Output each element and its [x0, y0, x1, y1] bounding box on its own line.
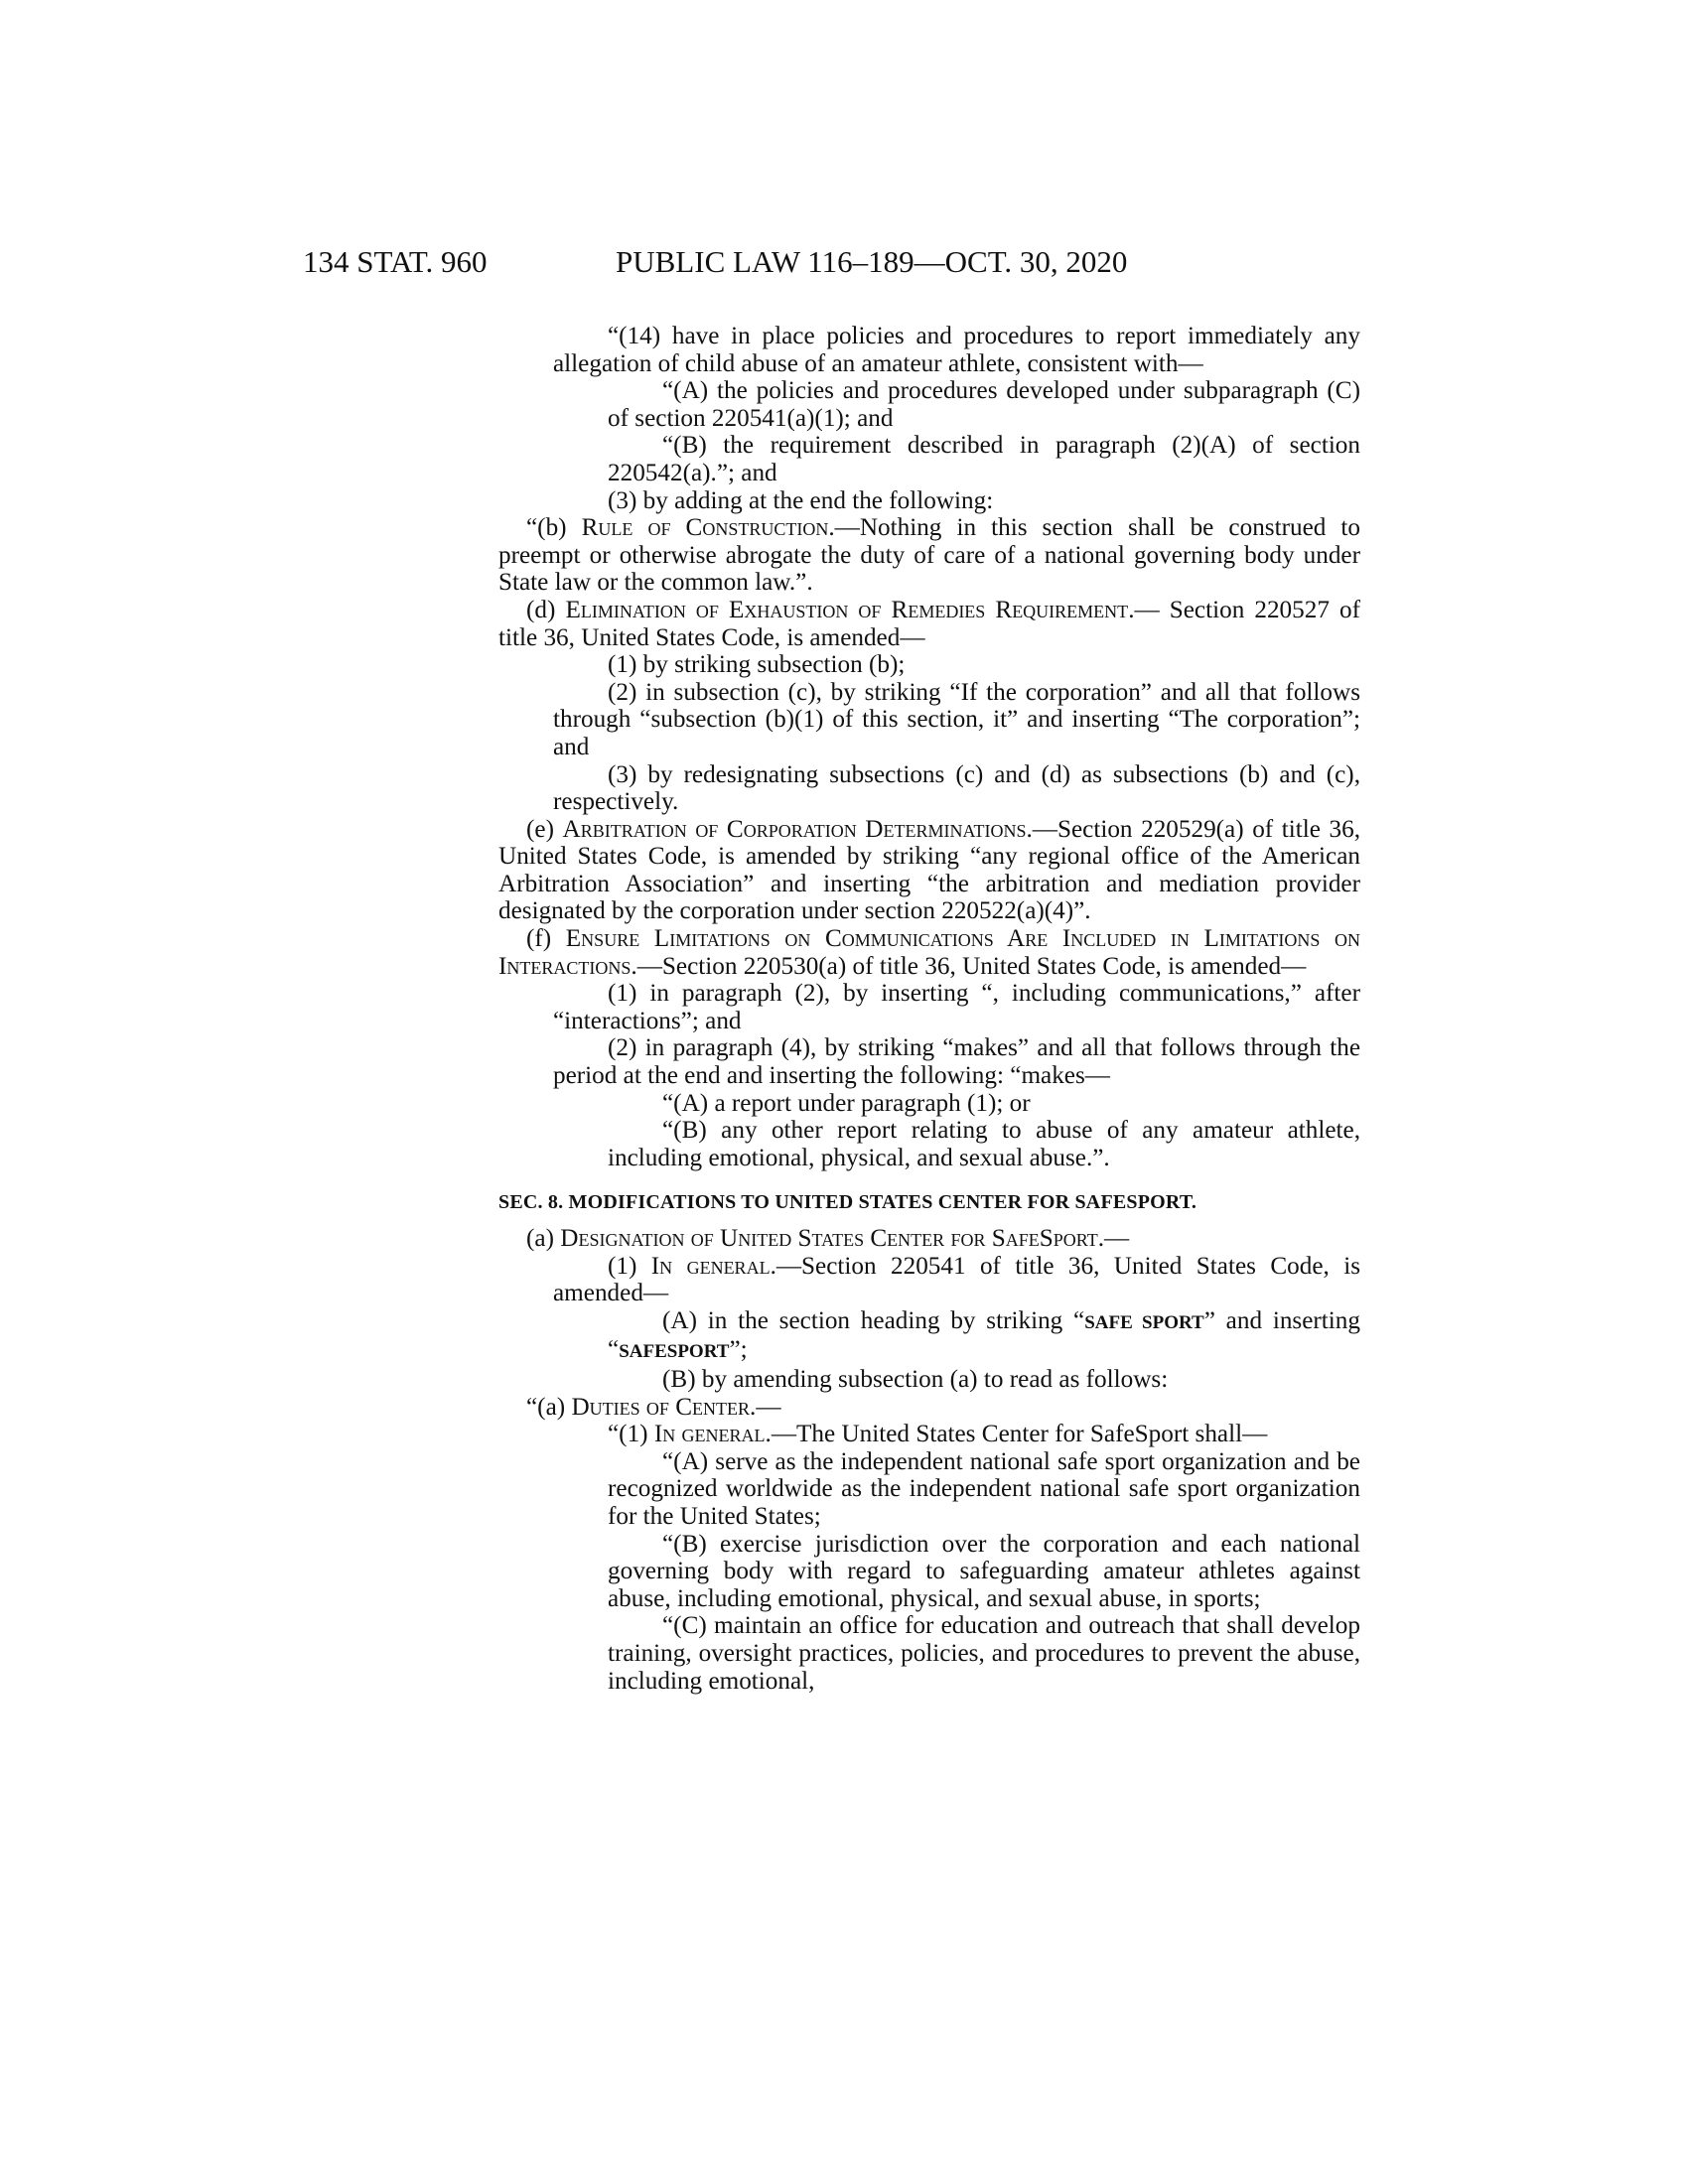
rule-of-construction: “(b) Rule of Construction.—Nothing in this section shall be construed to preempt or otherwise abrogate the duty of care of a national governing body under State law or the common law.”.: [498, 514, 1360, 597]
subsection-f-item-2: (2) in paragraph (4), by striking “makes” and all that follows through the period at the end and inserting the following: “makes—: [553, 1034, 1360, 1090]
running-header-title: PUBLIC LAW 116–189—OCT. 30, 2020: [616, 244, 1128, 279]
section-8-paragraph-1: (1) In general.—Section 220541 of title 36, United States Code, is amended—: [553, 1252, 1361, 1307]
safe-sport-term: SAFE SPORT: [1084, 1311, 1204, 1333]
rule-heading: Rule of Construction: [581, 514, 829, 542]
section-8-subsection-a-heading: Designation of United States Center for SafeSport: [560, 1225, 1098, 1252]
section-8-item-b: (B) by amending subsection (a) to read as follows:: [662, 1365, 1169, 1393]
duty-a: “(A) serve as the independent national safe sport organization and be recognized worldwide as the independent national safe sport organization for the United States;: [608, 1447, 1360, 1530]
subsection-d-item-2: (2) in subsection (c), by striking “If the corporation” and all that follows through “subsection (b)(1) of this section, it” and inserting “The corporation”; and: [553, 678, 1360, 760]
in-general-heading: In general: [650, 1252, 771, 1280]
duties-in-general-heading: In general: [653, 1421, 766, 1448]
statute-page-number: 134 STAT. 960: [303, 244, 488, 279]
amendment-item-3: (3) by adding at the end the following:: [608, 486, 994, 514]
subsection-f-item-2-a: “(A) a report under paragraph (1); or: [662, 1089, 1031, 1117]
duties-of-center-heading: Duties of Center: [571, 1393, 751, 1421]
subsection-f-item-1: (1) in paragraph (2), by inserting “, including communications,” after “interactions”; and: [553, 980, 1360, 1034]
duties-of-center: “(a) Duties of Center.—: [526, 1393, 781, 1421]
subsection-d-heading: Elimination of Exhaustion of Remedies Requirement: [565, 596, 1129, 623]
section-8-heading: SEC. 8. MODIFICATIONS TO UNITED STATES CENTER FOR SAFESPORT.: [498, 1191, 1197, 1214]
subsection-e: (e) Arbitration of Corporation Determinations.—Section 220529(a) of title 36, United States Code, is amended by striking “any regional office of the American Arbitration Association” and inserting “the arbitration and mediation provider designated by the corporation under section 220522(a)(4)”.: [498, 815, 1360, 925]
subsection-f-heading: Ensure Limitations on Communications Are Included in Limitations on Interactions: [498, 925, 1360, 980]
subsection-f: (f) Ensure Limitations on Communications Are Included in Limitations on Interactions.—Section 220530(a) of title 36, United States Code, is amended—: [498, 925, 1360, 980]
safesport-term: SAFESPORT: [619, 1341, 730, 1363]
section-8-subsection-a: (a) Designation of United States Center for SafeSport.—: [526, 1225, 1130, 1252]
subparagraph-b: “(B) the requirement described in paragraph (2)(A) of section 220542(a).”; and: [608, 432, 1360, 486]
duty-c: “(C) maintain an office for education and outreach that shall develop training, oversight practices, policies, and procedures to prevent the abuse, including emotional,: [608, 1612, 1360, 1695]
section-8-item-a: (A) in the section heading by striking “SAFE SPORT” and inserting “SAFESPORT”;: [608, 1306, 1360, 1364]
subsection-d-item-1: (1) by striking subsection (b);: [608, 651, 906, 679]
paragraph-14: “(14) have in place policies and procedures to report immediately any allegation of child abuse of an amateur athlete, consistent with—: [553, 323, 1360, 377]
subsection-d-item-3: (3) by redesignating subsections (c) and (d) as subsections (b) and (c), respectively.: [553, 760, 1360, 816]
duty-b: “(B) exercise jurisdiction over the corporation and each national governing body with regard to safeguarding amateur athletes against abuse, including emotional, physical, and sexual abuse, in sports;: [608, 1530, 1360, 1612]
subsection-d: (d) Elimination of Exhaustion of Remedies Requirement.— Section 220527 of title 36, United States Code, is amended—: [498, 596, 1360, 651]
subparagraph-a: “(A) the policies and procedures developed under subparagraph (C) of section 220541(a)(1); and: [608, 377, 1360, 432]
subsection-f-item-2-b: “(B) any other report relating to abuse of any amateur athlete, including emotional, physical, and sexual abuse.”.: [608, 1117, 1360, 1171]
duties-paragraph-1: “(1) In general.—The United States Center for SafeSport shall—: [608, 1421, 1268, 1448]
document-body: [498, 323, 1360, 1695]
subsection-e-heading: Arbitration of Corporation Determinations: [562, 815, 1027, 843]
